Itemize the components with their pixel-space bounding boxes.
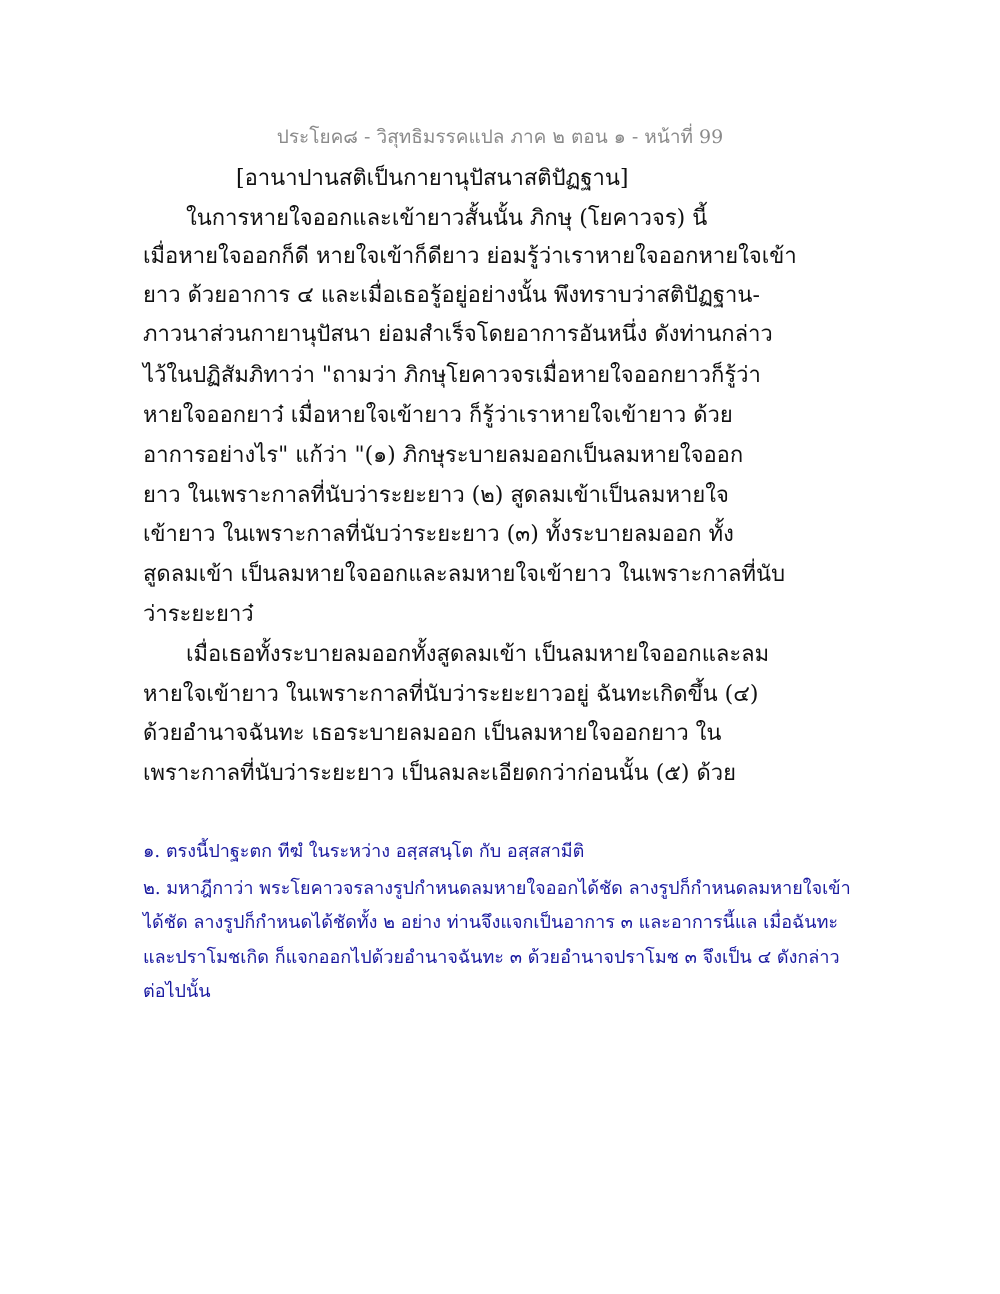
footnote-line: ๒. มหาฎีกาว่า พระโยคาวจรลางรูปกำหนดลมหายใจออกได้ชัด ลางรูปก็กำหนดลมหายใจเข้า [143,878,851,899]
body-line: อาการอย่างไร" แก้ว่า "(๑) ภิกษุระบายลมออกเป็นลมหายใจออก [143,443,744,468]
body-line: ด้วยอำนาจฉันทะ เธอระบายลมออก เป็นลมหายใจออกยาว ใน [143,721,722,746]
footnote-line: และปราโมชเกิด ก็แจกออกไปด้วยอำนาจฉันทะ ๓ ด้วยอำนาจปราโมช ๓ จึงเป็น ๔ ดังกล่าว [143,947,840,968]
body-line: ยาว ในเพราะกาลที่นับว่าระยะยาว (๒) สูดลมเข้าเป็นลมหายใจ [143,483,729,508]
body-line: เมื่อเธอทั้งระบายลมออกทั้งสูดลมเข้า เป็นลมหายใจออกและลม [186,642,770,667]
body-line: ว่าระยะยาว๋ [143,602,254,627]
body-line: หายใจเข้ายาว ในเพราะกาลที่นับว่าระยะยาวอยู่ ฉันทะเกิดขึ้น (๔) [143,682,759,707]
section-title: [อานาปานสติเป็นกายานุปัสนาสติปัฏฐาน] [236,166,629,191]
body-line: ยาว ด้วยอาการ ๔ และเมื่อเธอรู้อยู่อย่างนั้น พึงทราบว่าสติปัฏฐาน- [143,283,760,308]
body-line: ไว้ในปฏิสัมภิทาว่า "ถามว่า ภิกษุโยคาวจรเมื่อหายใจออกยาวก็รู้ว่า [143,363,761,388]
body-line: ในการหายใจออกและเข้ายาวสั้นนั้น ภิกษุ (โยคาวจร) นี้ [186,206,708,231]
body-line: เข้ายาว ในเพราะกาลที่นับว่าระยะยาว (๓) ทั้งระบายลมออก ทั้ง [143,522,734,547]
body-line: ภาวนาส่วนกายานุปัสนา ย่อมสำเร็จโดยอาการอันหนึ่ง ดังท่านกล่าว [143,322,773,347]
page-header-text: ประโยค๘ - วิสุทธิมรรคแปล ภาค ๒ ตอน ๑ - หน้าที่ 99 [276,126,724,148]
footnote-line: ๑. ตรงนี้ปาฐะตก ทีฆํ ในระหว่าง อสฺสสนฺโต กับ อสฺสสามีติ [143,841,585,862]
page-header [0,122,1000,152]
body-line: เพราะกาลที่นับว่าระยะยาว เป็นลมละเอียดกว่าก่อนนั้น (๕) ด้วย [143,761,737,786]
footnote-line: ได้ชัด ลางรูปก็กำหนดได้ชัดทั้ง ๒ อย่าง ท่านจึงแจกเป็นอาการ ๓ และอาการนี้แล เมื่อฉันทะ [143,912,839,933]
body-line: เมื่อหายใจออกก็ดี หายใจเข้าก็ดียาว ย่อมรู้ว่าเราหายใจออกหายใจเข้า [143,244,797,269]
body-line: สูดลมเข้า เป็นลมหายใจออกและลมหายใจเข้ายาว ในเพราะกาลที่นับ [143,562,786,587]
body-line: หายใจออกยาว๋ เมื่อหายใจเข้ายาว ก็รู้ว่าเราหายใจเข้ายาว ด้วย [143,403,733,428]
footnote-line: ต่อไปนั้น [143,981,211,1002]
